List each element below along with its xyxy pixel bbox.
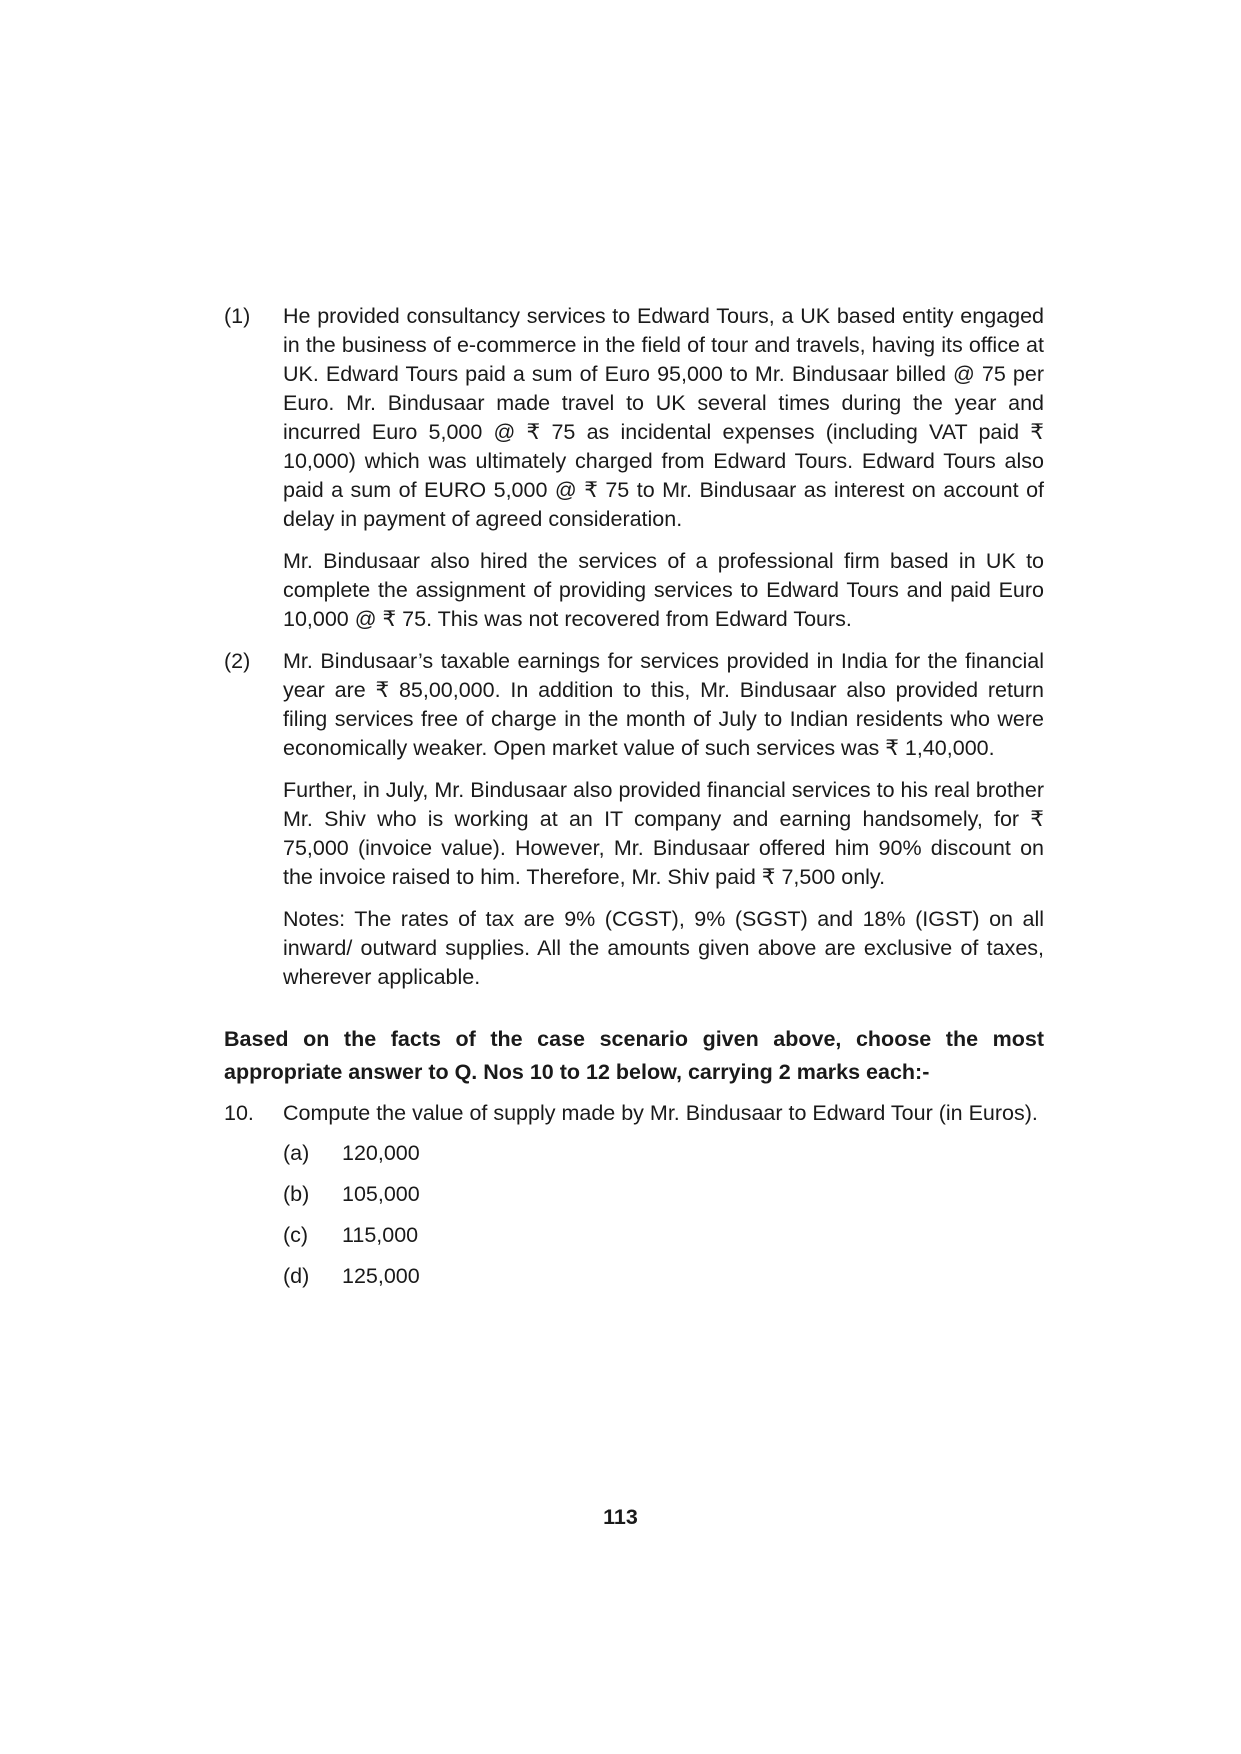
case-paragraph: Mr. Bindusaar’s taxable earnings for services provided in India for the financial year are ₹ 85,00,000. In addition to this, Mr. Bindusaar also provided return filing services free of charge in the month of July to Indian residents who were economically weaker. Open market value of such services was ₹ 1,40,000. (283, 649, 1044, 760)
notes-paragraph: Notes: The rates of tax are 9% (CGST), 9% (SGST) and 18% (IGST) on all inward/ outward supplies. All the amounts given above are exclusive of taxes, wherever applicable. (283, 907, 1044, 989)
page-number: 113 (603, 1505, 638, 1529)
option-label: (d) (283, 1264, 310, 1288)
case-paragraph: Mr. Bindusaar also hired the services of a professional firm based in UK to complete the assignment of providing services to Edward Tours and paid Euro 10,000 @ ₹ 75. This was not recovered from Edward Tours. (283, 549, 1044, 631)
case-item-number: (1) (224, 304, 251, 328)
page-content (224, 302, 1044, 1303)
question-10 (224, 1099, 1044, 1303)
answer-options (283, 1139, 1044, 1303)
case-item-1 (224, 302, 1044, 647)
option-value: 105,000 (342, 1182, 420, 1206)
case-item-number: (2) (224, 649, 251, 673)
question-text: Compute the value of supply made by Mr. Bindusaar to Edward Tour (in Euros). (283, 1101, 1038, 1125)
case-item-body (283, 647, 1044, 1005)
case-item-body (283, 302, 1044, 647)
option-label: (b) (283, 1182, 310, 1206)
option-value: 115,000 (342, 1223, 419, 1247)
option-label: (c) (283, 1223, 309, 1247)
option-label: (a) (283, 1141, 310, 1165)
question-body (283, 1099, 1044, 1303)
option-d (283, 1262, 1044, 1303)
question-number: 10. (224, 1101, 254, 1125)
option-a (283, 1139, 1044, 1180)
case-paragraph: Further, in July, Mr. Bindusaar also provided financial services to his real brother Mr. Shiv who is working at an IT company and earning handsomely, for ₹ 75,000 (invoice value). However, Mr. Bindusaar offered him 90% discount on the invoice raised to him. Therefore, Mr. Shiv paid ₹ 7,500 only. (283, 778, 1044, 889)
case-item-2 (224, 647, 1044, 1005)
case-paragraph: He provided consultancy services to Edward Tours, a UK based entity engaged in the business of e-commerce in the field of tour and travels, having its office at UK. Edward Tours paid a sum of Euro 95,000 to Mr. Bindusaar billed @ 75 per Euro. Mr. Bindusaar made travel to UK several times during the year and incurred Euro 5,000 @ ₹ 75 as incidental expenses (including VAT paid ₹ 10,000) which was ultimately charged from Edward Tours. Edward Tours also paid a sum of EURO 5,000 @ ₹ 75 to Mr. Bindusaar as interest on account of delay in payment of agreed consideration. (283, 304, 1044, 531)
question-instruction: Based on the facts of the case scenario given above, choose the most appropriate answer to Q. Nos 10 to 12 below, carrying 2 marks each:- (224, 1027, 1044, 1084)
option-value: 125,000 (342, 1264, 420, 1288)
option-b (283, 1180, 1044, 1221)
option-value: 120,000 (342, 1141, 420, 1165)
option-c (283, 1221, 1044, 1262)
